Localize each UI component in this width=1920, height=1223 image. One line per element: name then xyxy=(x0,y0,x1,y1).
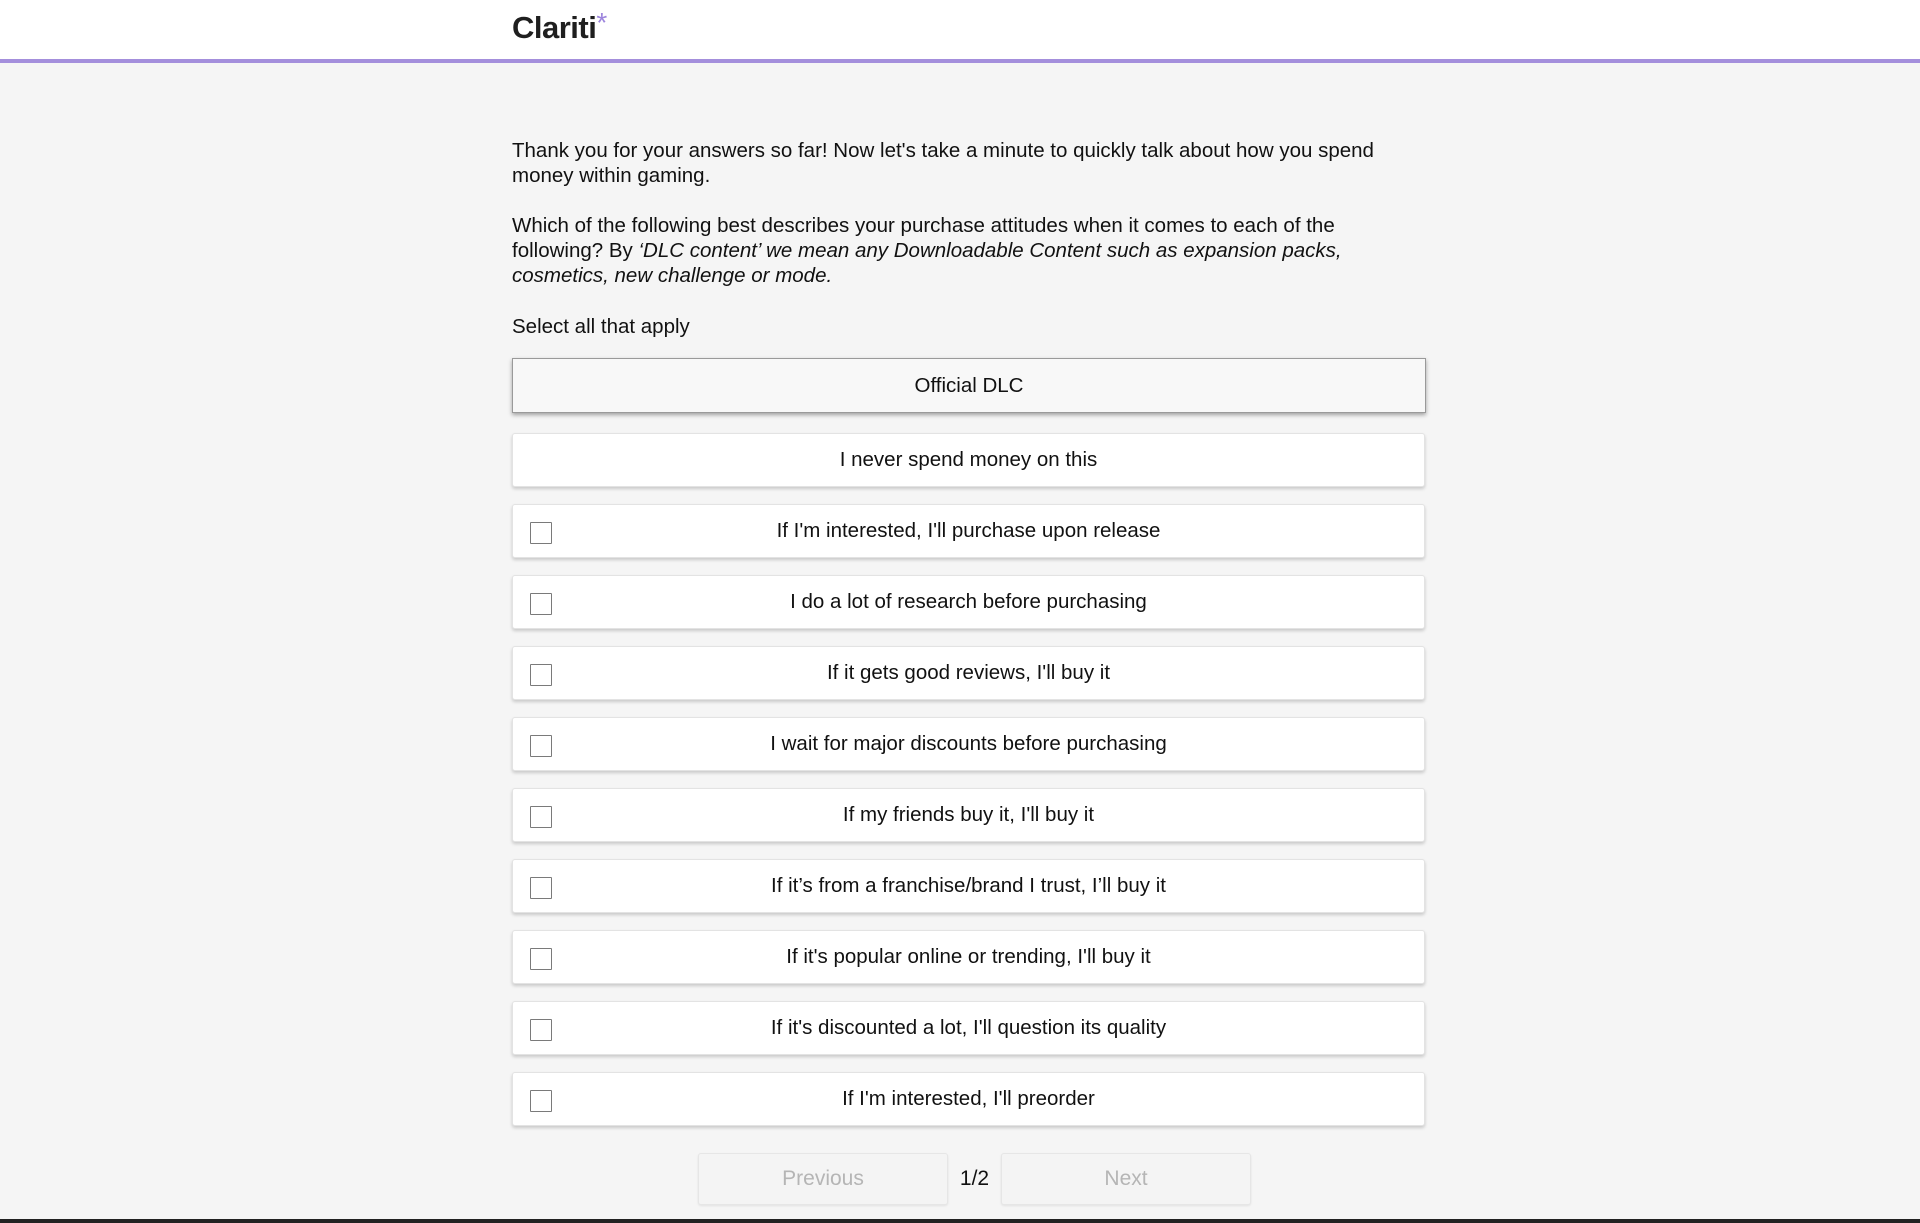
pagination xyxy=(698,1153,1251,1205)
option-row[interactable] xyxy=(512,717,1425,771)
next-button[interactable]: Next xyxy=(1001,1153,1251,1205)
checkbox[interactable] xyxy=(530,1019,552,1041)
option-row[interactable] xyxy=(512,575,1425,629)
intro-text: Thank you for your answers so far! Now let's take a minute to quickly talk about how you spend money within gaming. xyxy=(512,139,1374,187)
option-row[interactable] xyxy=(512,433,1425,487)
checkbox[interactable] xyxy=(530,877,552,899)
option-label: I wait for major discounts before purchasing xyxy=(770,732,1167,755)
page-indicator: 1/2 xyxy=(959,1167,990,1190)
checkbox[interactable] xyxy=(530,593,552,615)
option-label: If it gets good reviews, I'll buy it xyxy=(826,661,1111,684)
option-label: If I'm interested, I'll purchase upon release xyxy=(776,519,1161,542)
option-label: If I'm interested, I'll preorder xyxy=(842,1087,1095,1110)
previous-button[interactable]: Previous xyxy=(698,1153,948,1205)
option-row[interactable] xyxy=(512,930,1425,984)
group-header-official-dlc xyxy=(512,358,1426,413)
checkbox[interactable] xyxy=(530,1090,552,1112)
option-row[interactable] xyxy=(512,859,1425,913)
question-text xyxy=(512,213,1427,288)
checkbox[interactable] xyxy=(530,735,552,757)
checkbox[interactable] xyxy=(530,806,552,828)
option-label: If it's popular online or trending, I'll buy it xyxy=(786,945,1151,968)
question-definition: ‘DLC content’ we mean any Downloadable Content such as expansion packs, cosmetics, new challenge or mode. xyxy=(512,239,1342,287)
option-row[interactable] xyxy=(512,646,1425,700)
option-row[interactable] xyxy=(512,504,1425,558)
option-label: I never spend money on this xyxy=(839,448,1098,471)
question-lead: Which of the following best describes your purchase attitudes when it comes to each of the following? By xyxy=(512,214,1335,262)
option-label: I do a lot of research before purchasing xyxy=(790,590,1147,613)
checkbox[interactable] xyxy=(530,664,552,686)
option-label: If my friends buy it, I'll buy it xyxy=(842,803,1095,826)
option-row[interactable] xyxy=(512,1072,1425,1126)
select-instruction: Select all that apply xyxy=(512,315,690,338)
option-row[interactable] xyxy=(512,788,1425,842)
bottom-edge xyxy=(0,1219,1920,1223)
checkbox[interactable] xyxy=(530,948,552,970)
top-header xyxy=(0,0,1920,63)
option-label: If it's discounted a lot, I'll question its quality xyxy=(770,1016,1167,1039)
logo-text: Clariti xyxy=(512,10,597,45)
clariti-logo xyxy=(512,7,607,46)
survey-content xyxy=(512,138,1427,339)
group-label: Official DLC xyxy=(914,373,1024,397)
logo-star-icon: * xyxy=(596,7,607,38)
checkbox[interactable] xyxy=(530,522,552,544)
option-label: If it’s from a franchise/brand I trust, I’ll buy it xyxy=(771,874,1166,897)
option-row[interactable] xyxy=(512,1001,1425,1055)
